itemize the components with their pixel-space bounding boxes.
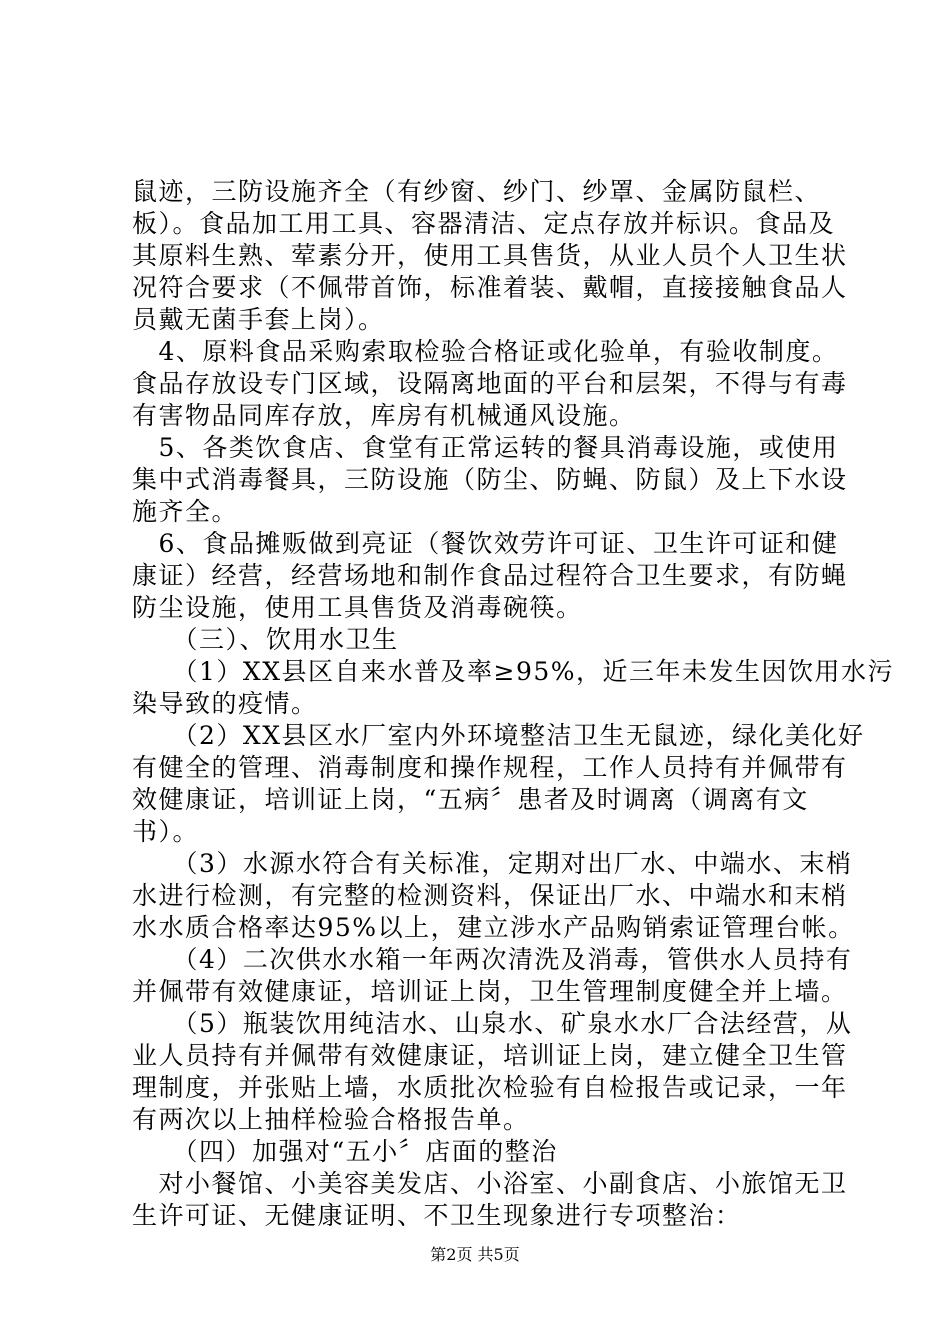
text-line: （1）XX县区自来水普及率≥95%，近三年未发生因饮用水污 [132,657,895,686]
text-line: 防尘设施，使用工具售货及消毒碗筷。 [132,593,583,622]
text-line: 理制度，并张贴上墙，水质批次检验有自检报告或记录，一年 [132,1073,848,1102]
text-line: 6、食品摊贩做到亮证（餐饮效劳许可证、卫生许可证和健 [132,529,839,558]
text-line: 鼠迹，三防设施齐全（有纱窗、纱门、纱罩、金属防鼠栏、 [132,177,822,206]
text-line: 有两次以上抽样检验合格报告单。 [132,1105,530,1134]
text-line: 有健全的管理、消毒制度和操作规程，工作人员持有并佩带有 [132,753,848,782]
text-line: 况符合要求（不佩带首饰，标准着装、戴帽，直接接触食品人 [132,273,848,302]
text-line: 并佩带有效健康证，培训证上岗，卫生管理制度健全并上墙。 [132,977,848,1006]
text-line: 效健康证，培训证上岗，“五病〞患者及时调离（调离有文 [132,785,809,814]
text-line: 5、各类饮食店、食堂有正常运转的餐具消毒设施，或使用 [132,433,839,462]
section-heading: （三）、饮用水卫生 [132,625,399,654]
text-line: 业人员持有并佩带有效健康证，培训证上岗，建立健全卫生管 [132,1041,848,1070]
text-line: 水水质合格率达95%以上，建立涉水产品购销索证管理台帐。 [132,913,855,942]
text-line: 4、原料食品采购索取检验合格证或化验单，有验收制度。 [132,337,839,366]
section-heading: （四）加强对“五小〞店面的整治 [132,1137,558,1166]
text-line: 员戴无菌手套上岗）。 [132,305,385,334]
text-line: 施齐全。 [132,497,239,526]
text-line: 染导致的疫情。 [132,689,318,718]
text-line: （3）水源水符合有关标准，定期对出厂水、中端水、末梢 [132,849,853,878]
text-line: 生许可证、无健康证明、不卫生现象进行专项整治： [132,1201,742,1230]
text-line: 集中式消毒餐具，三防设施（防尘、防蝇、防鼠）及上下水设 [132,465,848,494]
text-line: （4）二次供水水箱一年两次清洗及消毒，管供水人员持有 [132,945,853,974]
text-line: 食品存放设专门区域，设隔离地面的平台和层架，不得与有毒 [132,369,848,398]
text-line: （2）XX县区水厂室内外环境整洁卫生无鼠迹，绿化美化好 [132,721,865,750]
text-line: 书）。 [132,817,200,846]
text-line: 康证）经营，经营场地和制作食品过程符合卫生要求，有防蝇 [132,561,848,590]
page-footer: 第2页 共5页 [430,1245,520,1264]
text-line: 板）。食品加工用工具、容器清洁、定点存放并标识。食品及 [132,209,836,238]
text-line: 对小餐馆、小美容美发店、小浴室、小副食店、小旅馆无卫 [132,1169,848,1198]
text-line: 其原料生熟、荤素分开，使用工具售货，从业人员个人卫生状 [132,241,848,270]
text-line: （5）瓶装饮用纯洁水、山泉水、矿泉水水厂合法经营，从 [132,1009,853,1038]
text-line: 有害物品同库存放，库房有机械通风设施。 [132,401,636,430]
text-line: 水进行检测，有完整的检测资料，保证出厂水、中端水和末梢 [132,881,848,910]
